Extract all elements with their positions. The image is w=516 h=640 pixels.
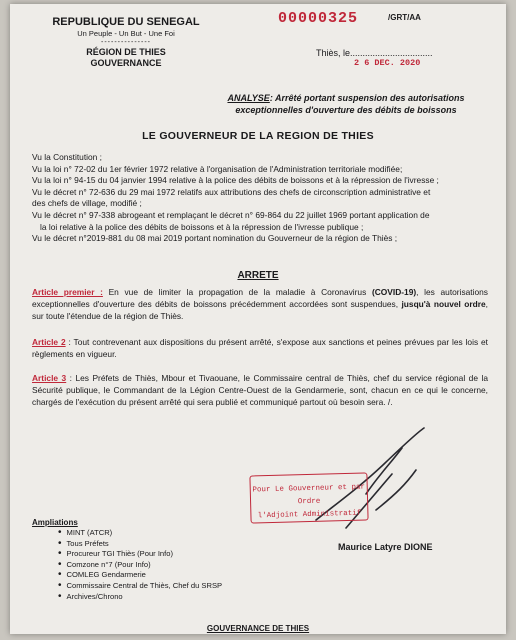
list-item: • COMLEG Gendarmerie [58, 570, 222, 581]
signer-name: Maurice Latyre DIONE [338, 542, 433, 552]
stamp-line: l'Adjoint Administratif [257, 509, 362, 521]
article-premier [32, 286, 488, 322]
separator-1: --------------- [101, 39, 151, 46]
ampliations-label: Ampliations [32, 518, 78, 527]
list-item: • Procureur TGI Thiès (Pour Info) [58, 549, 222, 560]
list-item: • Tous Préfets [58, 539, 222, 550]
article-text: , les autorisations exceptionnelles d'ouverture des débits de boissons précédemment accordées sont suspendues, [32, 287, 488, 309]
vu-line: Vu la Constitution ; [32, 152, 102, 162]
vu-line: Vu la loi n° 72-02 du 1er février 1972 relative à l'organisation de l'Administration territoriale modifiée; [32, 163, 403, 174]
vu-line: Vu le décret n°2019-881 du 08 mai 2019 portant nomination du Gouverneur de la région de Thiès ; [32, 233, 398, 244]
analyse-text: : Arrêté portant suspension des autorisations exceptionnelles d'ouverture des débits de boissons [235, 93, 465, 115]
analyse-subject [206, 92, 486, 116]
place-date-line: Thiès, le................................. [316, 48, 433, 58]
document-page [10, 4, 506, 634]
letterhead [36, 16, 216, 69]
reference-number: 00000325 [278, 10, 359, 27]
article-label: Article 3 [32, 373, 67, 383]
article-text: : Les Préfets de Thiès, Mbour et Tivaouane, le Commissaire central de Thiès, chef du service régional de la Sécurité publique, le Commandant de la Légion Centre-Ouest de la Gendarmerie, sont, chacun en ce qui le concerne, chargés de l'exécution du présent arrêté qui sera publié et communiqué partout où besoin sera. /. [32, 373, 488, 407]
official-stamp [249, 472, 368, 523]
national-motto: Un Peuple - Un But - Une Foi [77, 29, 175, 38]
article-emphasis: (COVID-19) [371, 287, 417, 297]
stamp-line: Pour Le Gouverneur et par Ordre [252, 483, 366, 507]
list-item: • Commissaire Central de Thiès, Chef du SRSP [58, 581, 222, 592]
vu-line: Vu le décret n° 72-636 du 29 mai 1972 relatifs aux attributions des chefs de circonscription administrative et [32, 186, 431, 197]
article-label: Article 2 [32, 337, 66, 347]
article-2 [32, 336, 488, 360]
arrete-heading: ARRETE [237, 270, 279, 281]
article-label: Article premier : [32, 287, 103, 297]
region-name: RÉGION DE THIES [86, 47, 166, 57]
article-text: En vue de limiter la propagation de la maladie à Coronavirus [102, 287, 372, 297]
footer-office: GOUVERNANCE DE THIES [206, 624, 310, 633]
analyse-label: ANALYSE [227, 93, 270, 103]
list-item: • Comzone n°7 (Pour Info) [58, 560, 222, 571]
date-stamp: 2 6 DEC. 2020 [354, 58, 421, 68]
office-name: GOUVERNANCE [90, 58, 162, 68]
legal-basis-list [32, 152, 488, 245]
article-3 [32, 372, 488, 408]
list-item: • Archives/Chrono [58, 592, 222, 603]
article-text: : Tout contrevenant aux dispositions du présent arrêté, s'expose aux sanctions et peines prévues par les lois et règlements en vigueur. [32, 337, 488, 359]
republic-name: REPUBLIQUE DU SENEGAL [52, 16, 200, 28]
ampliations-list [58, 528, 222, 602]
document-title: LE GOUVERNEUR DE LA REGION DE THIES [142, 130, 374, 142]
article-text: , sur toute l'étendue de la région de Thiès. [32, 299, 488, 321]
reference-suffix: /GRT/AA [388, 13, 421, 22]
vu-line: Vu le décret n° 97-338 abrogeant et remplaçant le décret n° 69-864 du 22 juillet 1969 portant application de [32, 209, 430, 220]
list-item: • MINT (ATCR) [58, 528, 222, 539]
article-emphasis: jusqu'à nouvel ordre [401, 299, 486, 309]
vu-line: Vu la loi n° 94-15 du 04 janvier 1994 relative à la police des débits de boissons et à la répression de l'ivresse ; [32, 175, 439, 186]
vu-line: des chefs de village, modifié ; [32, 198, 142, 209]
vu-line: la loi relative à la police des débits de boissons et à la répression de l'ivresse publique ; [40, 221, 364, 232]
